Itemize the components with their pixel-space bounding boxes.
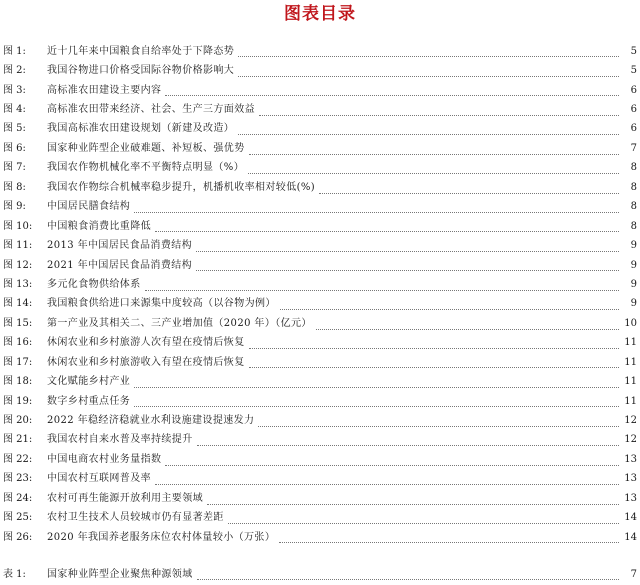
figure-entry[interactable]: [3, 314, 637, 333]
page-number: 8: [630, 220, 637, 232]
dot-leader: [248, 173, 619, 174]
figure-entry[interactable]: [3, 159, 637, 178]
entry-label: 图 16:: [3, 337, 33, 349]
entry-label: 图 9:: [3, 201, 26, 213]
dot-leader: [280, 309, 619, 310]
entry-title: 高标准农田建设主要内容: [47, 84, 162, 96]
entry-title: 休闲农业和乡村旅游收入有望在疫情后恢复: [47, 356, 245, 368]
figure-list: [3, 42, 637, 547]
figure-entry[interactable]: [3, 61, 637, 80]
dot-leader: [258, 426, 619, 427]
page-number: 6: [630, 123, 637, 135]
figure-entry[interactable]: [3, 198, 637, 217]
page-number: 7: [630, 142, 637, 154]
page-number: 13: [624, 453, 637, 465]
figure-entry[interactable]: [3, 42, 637, 61]
entry-label: 图 26:: [3, 531, 33, 543]
entry-title: 中国农村互联网普及率: [47, 473, 151, 485]
page-number: 12: [624, 434, 637, 446]
dot-leader: [134, 387, 619, 388]
entry-label: 图 10:: [3, 220, 33, 232]
figure-entry[interactable]: [3, 353, 637, 372]
entry-label: 图 22:: [3, 453, 33, 465]
dot-leader: [316, 329, 619, 330]
dot-leader: [134, 212, 619, 213]
dot-leader: [165, 95, 619, 96]
page-number: 12: [624, 415, 637, 427]
table-entry[interactable]: [3, 565, 637, 584]
figure-entry[interactable]: [3, 431, 637, 450]
figure-entry[interactable]: [3, 334, 637, 353]
dot-leader: [238, 76, 619, 77]
figure-entry[interactable]: [3, 392, 637, 411]
page-number: 11: [624, 337, 637, 349]
page-number: 11: [624, 356, 637, 368]
page-number: 13: [624, 473, 637, 485]
dot-leader: [259, 115, 619, 116]
figure-entry[interactable]: [3, 120, 637, 139]
entry-label: 图 19:: [3, 395, 33, 407]
entry-title: 第一产业及其相关二、三产业增加值（2020 年）（亿元）: [47, 317, 312, 329]
page-number: 9: [630, 278, 637, 290]
entry-label: 图 24:: [3, 492, 33, 504]
entry-label: 图 7:: [3, 162, 26, 174]
entry-label: 图 25:: [3, 512, 33, 524]
page-number: 8: [630, 181, 637, 193]
entry-label: 图 12:: [3, 259, 33, 271]
dot-leader: [145, 290, 619, 291]
page-number: 13: [624, 492, 637, 504]
entry-title: 中国粮食消费比重降低: [47, 220, 151, 232]
figure-entry[interactable]: [3, 178, 637, 197]
page-number: 9: [630, 298, 637, 310]
page-number: 5: [630, 45, 637, 57]
entry-title: 我国农作物综合机械率稳步提升，机播机收率相对较低(%): [47, 181, 316, 193]
entry-title: 近十几年来中国粮食自给率处于下降态势: [47, 45, 235, 57]
page-number: 9: [630, 259, 637, 271]
dot-leader: [249, 154, 619, 155]
page-title: 图表目录: [284, 4, 356, 24]
dot-leader: [279, 542, 619, 543]
entry-title: 2022 年稳经济稳就业水利设施建设提速发力: [47, 415, 255, 427]
page-number: 5: [630, 65, 637, 77]
entry-label: 图 15:: [3, 317, 33, 329]
entry-label: 图 4:: [3, 104, 26, 116]
entry-label: 图 14:: [3, 298, 33, 310]
dot-leader: [319, 193, 619, 194]
dot-leader: [238, 134, 619, 135]
figure-entry[interactable]: [3, 470, 637, 489]
entry-label: 图 21:: [3, 434, 33, 446]
page-number: 10: [624, 317, 637, 329]
entry-title: 休闲农业和乡村旅游人次有望在疫情后恢复: [47, 337, 245, 349]
entry-title: 中国电商农村业务量指数: [47, 453, 162, 465]
page-number: 6: [630, 84, 637, 96]
figure-entry[interactable]: [3, 450, 637, 469]
entry-label: 图 13:: [3, 278, 33, 290]
entry-label: 图 11:: [3, 240, 33, 252]
figure-entry[interactable]: [3, 256, 637, 275]
entry-label: 图 6:: [3, 142, 26, 154]
figure-entry[interactable]: [3, 217, 637, 236]
figure-entry[interactable]: [3, 489, 637, 508]
dot-leader: [228, 523, 619, 524]
entry-title: 我国农作物机械化率不平衡特点明显（%）: [47, 162, 245, 174]
page-number: 14: [624, 531, 637, 543]
dot-leader: [197, 445, 619, 446]
entry-title: 我国粮食供给进口来源集中度较高（以谷物为例）: [47, 298, 276, 310]
entry-title: 2013 年中国居民食品消费结构: [47, 240, 193, 252]
page-number: 8: [630, 201, 637, 213]
figure-entry[interactable]: [3, 372, 637, 391]
figure-entry[interactable]: [3, 295, 637, 314]
dot-leader: [134, 406, 619, 407]
dot-leader: [155, 484, 619, 485]
entry-title: 高标准农田带来经济、社会、生产三方面效益: [47, 104, 255, 116]
page-number: 11: [624, 376, 637, 388]
entry-title: 数字乡村重点任务: [47, 395, 131, 407]
entry-label: 图 8:: [3, 181, 26, 193]
entry-label: 表 1:: [3, 568, 26, 580]
entry-title: 多元化食物供给体系: [47, 278, 141, 290]
page-number: 14: [624, 512, 637, 524]
entry-label: 图 20:: [3, 415, 33, 427]
figure-entry[interactable]: [3, 236, 637, 255]
figure-entry[interactable]: [3, 528, 637, 547]
entry-title: 文化赋能乡村产业: [47, 376, 131, 388]
dot-leader: [207, 504, 619, 505]
entry-title: 中国居民膳食结构: [47, 201, 131, 213]
figure-entry[interactable]: [3, 509, 637, 528]
figure-entry[interactable]: [3, 411, 637, 430]
dot-leader: [155, 231, 619, 232]
dot-leader: [197, 579, 619, 580]
entry-label: 图 17:: [3, 356, 33, 368]
entry-title: 我国谷物进口价格受国际谷物价格影响大: [47, 65, 235, 77]
entry-title: 国家种业阵型企业聚焦种源领域: [47, 568, 193, 580]
dot-leader: [249, 367, 619, 368]
entry-label: 图 3:: [3, 84, 26, 96]
entry-label: 图 2:: [3, 65, 26, 77]
page-number: 6: [630, 104, 637, 116]
dot-leader: [165, 465, 619, 466]
entry-label: 图 1:: [3, 45, 26, 57]
entry-label: 图 5:: [3, 123, 26, 135]
page-number: 7: [630, 568, 637, 580]
figure-entry[interactable]: [3, 139, 637, 158]
dot-leader: [196, 251, 619, 252]
entry-title: 农村可再生能源开放利用主要领域: [47, 492, 203, 504]
table-list: [3, 565, 637, 584]
entry-label: 图 23:: [3, 473, 33, 485]
page-number: 8: [630, 162, 637, 174]
figure-entry[interactable]: [3, 81, 637, 100]
figure-entry[interactable]: [3, 100, 637, 119]
dot-leader: [196, 270, 619, 271]
entry-title: 农村卫生技术人员较城市仍有显著差距: [47, 512, 224, 524]
figure-entry[interactable]: [3, 275, 637, 294]
page-number: 11: [624, 395, 637, 407]
entry-label: 图 18:: [3, 376, 33, 388]
entry-title: 2020 年我国养老服务床位农村体量较小（万张）: [47, 531, 276, 543]
entry-title: 我国农村自来水普及率持续提升: [47, 434, 193, 446]
entry-title: 国家种业阵型企业破难题、补短板、强优势: [47, 142, 245, 154]
entry-title: 我国高标准农田建设规划（新建及改造）: [47, 123, 235, 135]
page-number: 9: [630, 240, 637, 252]
dot-leader: [249, 348, 619, 349]
entry-title: 2021 年中国居民食品消费结构: [47, 259, 193, 271]
dot-leader: [238, 56, 619, 57]
